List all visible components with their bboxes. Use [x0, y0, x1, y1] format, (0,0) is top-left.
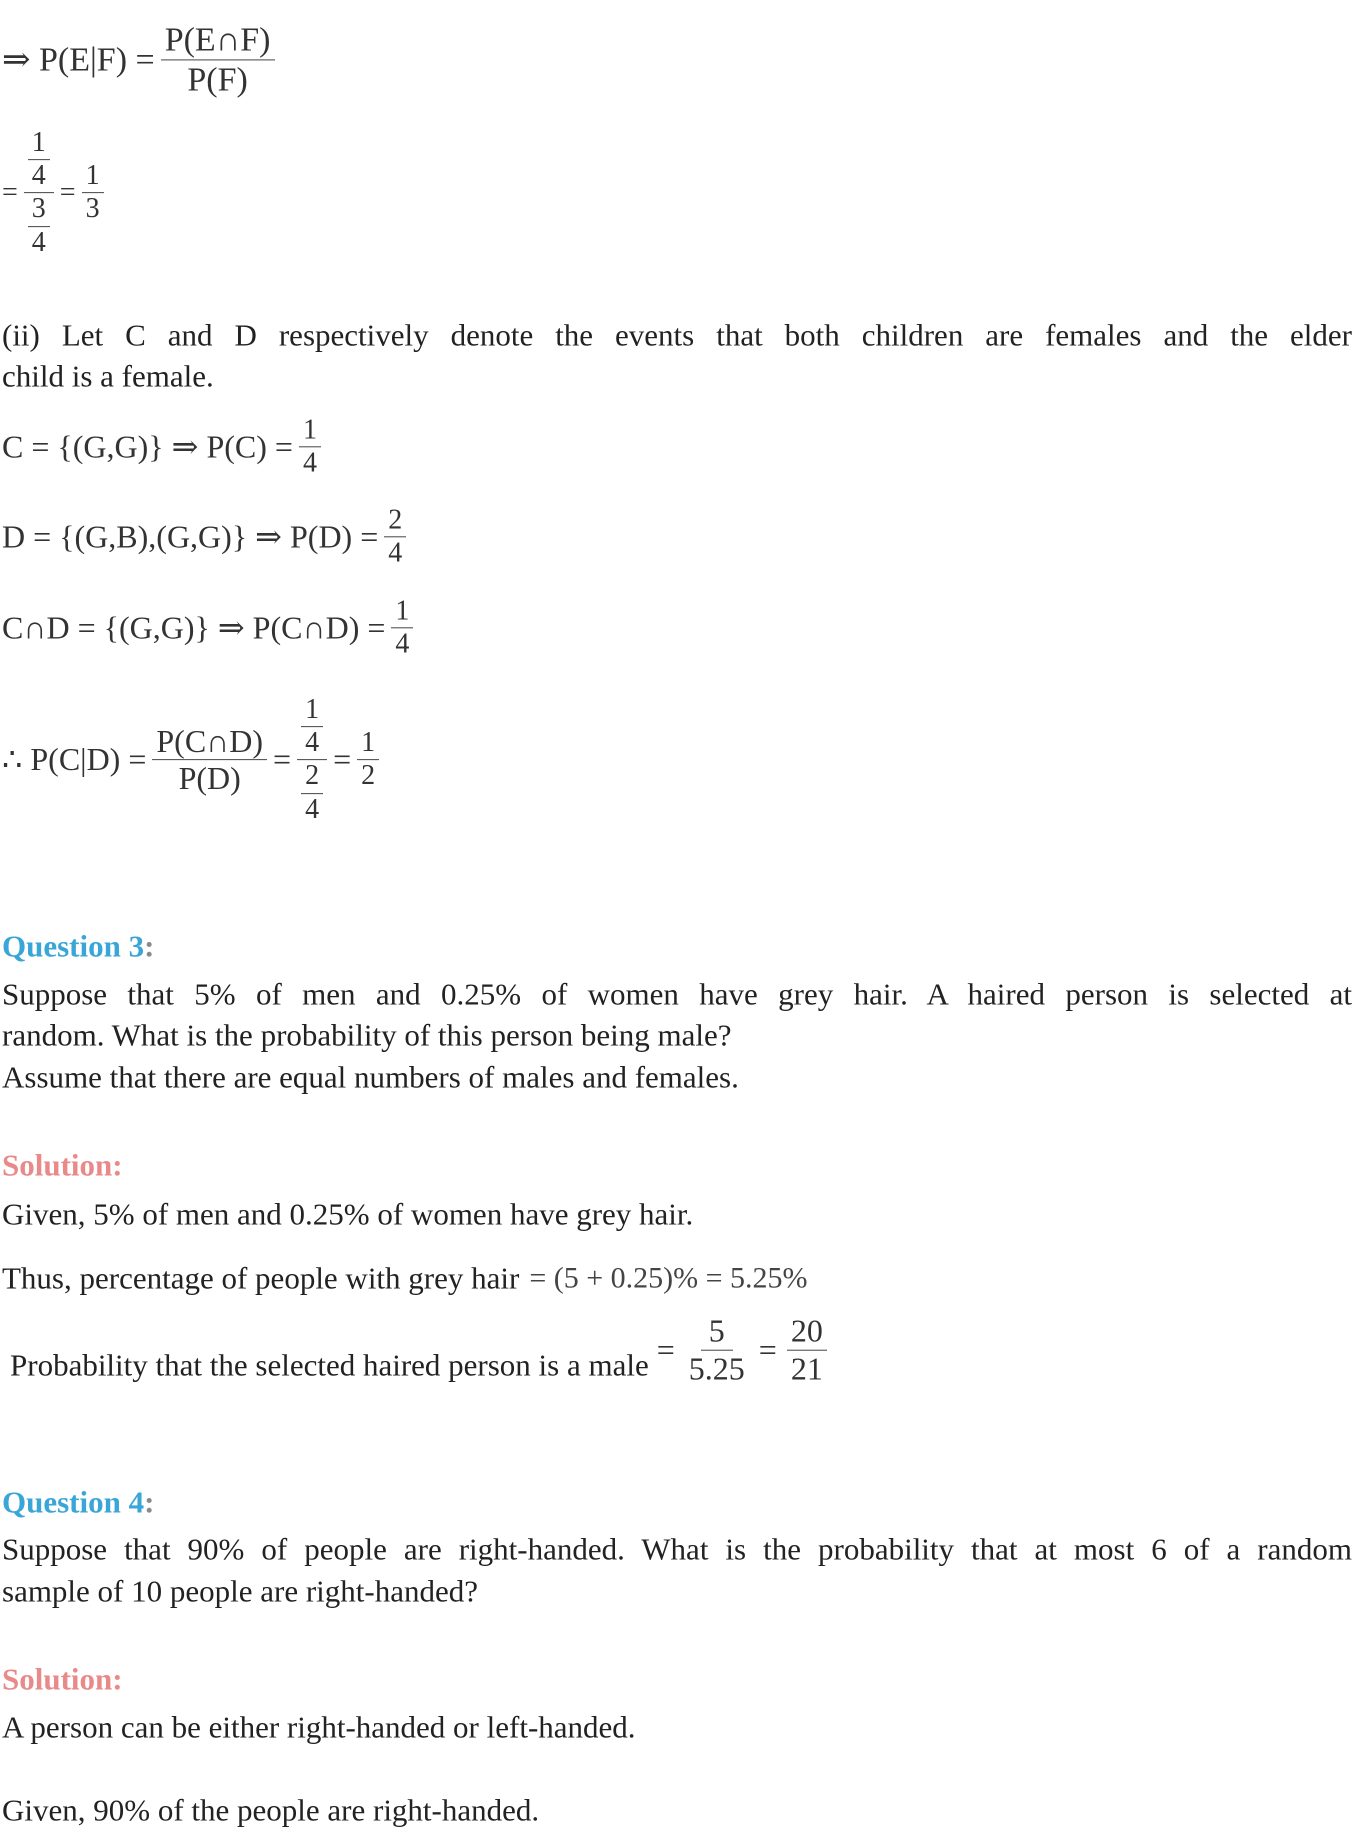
solution-math: = (5 + 0.25)% = 5.25%: [529, 1261, 808, 1295]
heading-colon: :: [144, 928, 155, 964]
denominator: 2: [361, 760, 376, 792]
numerator: P(E∩F): [161, 20, 275, 60]
equation-c: [2, 414, 1352, 479]
numerator: 1: [82, 160, 104, 193]
heading-colon: :: [144, 1484, 155, 1520]
solution-line: [10, 1313, 1352, 1388]
equals: =: [333, 741, 352, 778]
question-line: sample of 10 people are right-handed?: [2, 1573, 479, 1609]
fraction: [299, 414, 321, 479]
equals: =: [758, 1331, 777, 1368]
solution-4-heading: Solution:: [2, 1661, 123, 1697]
equals: =: [2, 177, 18, 209]
question-line: random. What is the probability of this person being male?: [2, 1017, 732, 1053]
formula-lhs: ⇒ P(E|F) =: [2, 41, 155, 79]
denominator: 21: [790, 1350, 823, 1387]
fraction: [391, 595, 413, 660]
question-line: Suppose that 90% of people are right-handed. What is the probability that at most 6 of a random: [2, 1531, 1352, 1567]
numerator: 1: [28, 127, 50, 160]
complex-fraction: [24, 127, 54, 259]
denominator: 4: [305, 727, 320, 759]
denominator: P(D): [178, 760, 241, 797]
question-4-heading: [2, 1482, 1352, 1523]
equation-lhs: C∩D = {(G,G)} ⇒ P(C∩D) =: [2, 609, 386, 646]
paragraph-line: (ii) Let C and D respectively denote the events that both children are females and the elder: [2, 317, 1352, 353]
denominator: 4: [302, 447, 317, 479]
equals: =: [273, 741, 292, 778]
denominator: P(F): [187, 61, 248, 99]
conditional-probability-formula: [2, 20, 1352, 99]
numerator: 1: [301, 694, 323, 727]
solution-text: Probability that the selected haired person is a male: [10, 1347, 649, 1383]
equation-lhs: ∴ P(C|D) =: [2, 741, 147, 778]
solution-line: [2, 1258, 1352, 1299]
numerator: 1: [391, 595, 413, 628]
denominator: 4: [31, 160, 46, 192]
paragraph-line: child is a female.: [2, 358, 214, 394]
numerator: 2: [301, 761, 323, 794]
question-line: Suppose that 5% of men and 0.25% of women have grey hair. A haired person is selected at: [2, 976, 1352, 1012]
equals: =: [656, 1331, 675, 1368]
equation-d: [2, 504, 1352, 569]
numerator: 2: [384, 504, 406, 537]
question-3-heading: [2, 926, 1352, 967]
denominator: 5.25: [688, 1350, 745, 1387]
fraction: [152, 723, 267, 798]
denominator: 4: [31, 226, 46, 258]
equation-lhs: C = {(G,G)} ⇒ P(C) =: [2, 428, 293, 465]
solution-line: Given, 90% of the people are right-handed.: [2, 1792, 540, 1828]
numerator: 20: [787, 1313, 827, 1351]
fraction: [82, 160, 104, 225]
fraction: [685, 1313, 749, 1388]
equation-lhs: D = {(G,B),(G,G)} ⇒ P(D) =: [2, 518, 379, 555]
numerator: 1: [299, 414, 321, 447]
complex-fraction: [297, 694, 327, 826]
solution-text: Thus, percentage of people with grey hair: [2, 1260, 520, 1296]
denominator: 3: [85, 193, 100, 225]
numerator: 1: [357, 727, 379, 760]
denominator: 4: [388, 537, 403, 569]
equation-c-intersect-d: [2, 595, 1352, 660]
numerator: 3: [28, 194, 50, 227]
heading-text: Question 3: [2, 928, 145, 964]
equals: =: [59, 177, 76, 209]
fraction-result-1: [2, 127, 1352, 259]
numerator: P(C∩D): [152, 723, 267, 761]
fraction: [384, 504, 406, 569]
fraction: [787, 1313, 827, 1388]
solution-line: Given, 5% of men and 0.25% of women have grey hair.: [2, 1196, 694, 1232]
question-line: Assume that there are equal numbers of males and females.: [2, 1059, 739, 1095]
heading-text: Question 4: [2, 1484, 145, 1520]
fraction: [357, 727, 379, 792]
equation-therefore: [2, 694, 1352, 826]
solution-3-heading: Solution:: [2, 1147, 123, 1183]
denominator: 4: [395, 628, 410, 660]
numerator: 5: [701, 1313, 733, 1351]
solution-line: A person can be either right-handed or left-handed.: [2, 1709, 636, 1745]
fraction: [161, 20, 275, 99]
denominator: 4: [305, 793, 320, 825]
